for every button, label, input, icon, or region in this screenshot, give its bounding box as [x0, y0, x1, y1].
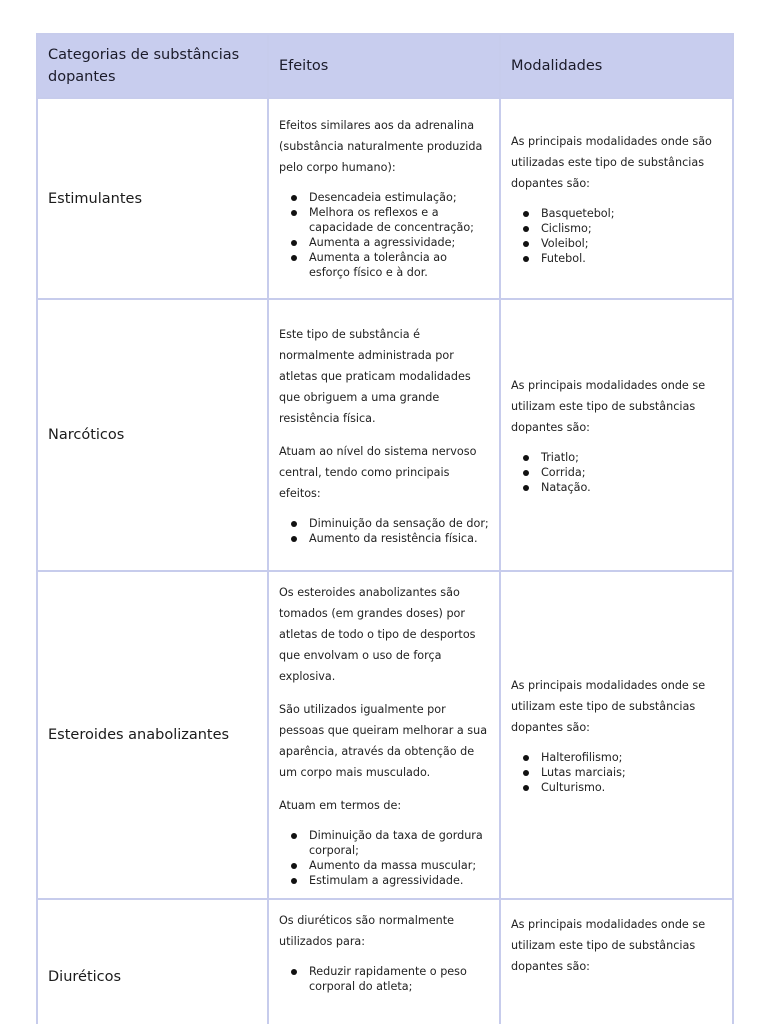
modalities-cell — [500, 299, 733, 571]
effects-list — [279, 516, 489, 546]
list-item-text: Triatlo; — [541, 451, 579, 464]
category-cell: Esteroides anabolizantes — [37, 571, 268, 899]
table-row — [37, 899, 733, 1024]
header-modalities: Modalidades — [500, 34, 733, 98]
bullet-icon — [523, 755, 529, 761]
list-item — [279, 964, 489, 994]
bullet-icon — [291, 536, 297, 542]
bullet-icon — [523, 455, 529, 461]
effects-cell — [268, 98, 500, 299]
list-item-text: Reduzir rapidamente o peso corporal do atleta; — [309, 965, 467, 993]
modalities-cell — [500, 571, 733, 899]
category-cell: Estimulantes — [37, 98, 268, 299]
bullet-icon — [523, 241, 529, 247]
table-header-row — [37, 34, 733, 98]
list-item — [511, 221, 722, 236]
list-item — [279, 516, 489, 531]
modalities-intro: As principais modalidades onde se utilizam este tipo de substâncias dopantes são: — [511, 379, 706, 434]
list-item-text: Culturismo. — [541, 781, 606, 794]
effects-cell — [268, 899, 500, 1024]
list-item-text: Diminuição da sensação de dor; — [309, 517, 489, 530]
effects-intro-3: Atuam em termos de: — [279, 799, 402, 812]
modalities-intro: As principais modalidades onde se utilizam este tipo de substâncias dopantes são: — [511, 918, 706, 973]
list-item-text: Estimulam a agressividade. — [309, 874, 464, 887]
list-item — [279, 828, 489, 858]
header-category: Categorias de substâncias dopantes — [37, 34, 268, 98]
modalities-list — [511, 450, 722, 495]
table-row — [37, 571, 733, 899]
modalities-cell — [500, 899, 733, 1024]
bullet-icon — [523, 211, 529, 217]
list-item — [511, 780, 722, 795]
list-item-text: Futebol. — [541, 252, 586, 265]
modalities-list — [511, 206, 722, 266]
list-item — [511, 236, 722, 251]
table-row — [37, 299, 733, 571]
bullet-icon — [523, 770, 529, 776]
list-item — [279, 190, 489, 205]
modalities-cell — [500, 98, 733, 299]
list-item — [511, 251, 722, 266]
header-effects: Efeitos — [268, 34, 500, 98]
table-row — [37, 98, 733, 299]
effects-intro: Este tipo de substância é normalmente administrada por atletas que praticam modalidades que obriguem a uma grande resistência física. — [279, 328, 471, 425]
effects-cell — [268, 299, 500, 571]
bullet-icon — [291, 969, 297, 975]
list-item — [279, 873, 489, 888]
list-item-text: Ciclismo; — [541, 222, 592, 235]
list-item-text: Voleibol; — [541, 237, 589, 250]
effects-list — [279, 190, 489, 280]
bullet-icon — [523, 226, 529, 232]
bullet-icon — [523, 485, 529, 491]
list-item-text: Basquetebol; — [541, 207, 615, 220]
effects-list — [279, 964, 489, 994]
category-cell: Narcóticos — [37, 299, 268, 571]
bullet-icon — [291, 255, 297, 261]
effects-intro-2: Atuam ao nível do sistema nervoso central, tendo como principais efeitos: — [279, 445, 477, 500]
bullet-icon — [291, 833, 297, 839]
list-item — [511, 450, 722, 465]
list-item-text: Aumento da massa muscular; — [309, 859, 477, 872]
bullet-icon — [291, 210, 297, 216]
list-item-text: Aumento da resistência física. — [309, 532, 478, 545]
bullet-icon — [291, 521, 297, 527]
list-item-text: Lutas marciais; — [541, 766, 626, 779]
list-item-text: Corrida; — [541, 466, 586, 479]
bullet-icon — [523, 470, 529, 476]
effects-intro-2: São utilizados igualmente por pessoas que queiram melhorar a sua aparência, através da obtenção de um corpo mais musculado. — [279, 703, 488, 779]
list-item-text: Natação. — [541, 481, 591, 494]
doping-substances-table — [36, 33, 734, 1024]
list-item-text: Melhora os reflexos e a capacidade de concentração; — [309, 206, 474, 234]
list-item-text: Desencadeia estimulação; — [309, 191, 457, 204]
list-item — [279, 205, 489, 235]
bullet-icon — [291, 878, 297, 884]
list-item — [279, 531, 489, 546]
bullet-icon — [291, 240, 297, 246]
effects-intro: Os diuréticos são normalmente utilizados para: — [279, 914, 455, 948]
list-item — [511, 480, 722, 495]
list-item — [511, 765, 722, 780]
list-item-text: Halterofilismo; — [541, 751, 623, 764]
list-item-text: Aumenta a tolerância ao esforço físico e à dor. — [309, 251, 447, 279]
list-item-text: Aumenta a agressividade; — [309, 236, 456, 249]
list-item — [511, 465, 722, 480]
modalities-intro: As principais modalidades onde se utilizam este tipo de substâncias dopantes são: — [511, 679, 706, 734]
bullet-icon — [523, 785, 529, 791]
bullet-icon — [291, 863, 297, 869]
modalities-intro: As principais modalidades onde são utilizadas este tipo de substâncias dopantes são: — [511, 135, 712, 190]
modalities-list — [511, 750, 722, 795]
effects-intro: Os esteroides anabolizantes são tomados (em grandes doses) por atletas de todo o tipo de desportos que envolvam o uso de força explosiva. — [279, 586, 476, 683]
list-item — [279, 250, 489, 280]
bullet-icon — [523, 256, 529, 262]
bullet-icon — [291, 195, 297, 201]
effects-list — [279, 828, 489, 888]
effects-cell — [268, 571, 500, 899]
list-item-text: Diminuição da taxa de gordura corporal; — [309, 829, 483, 857]
category-cell: Diuréticos — [37, 899, 268, 1024]
effects-intro: Efeitos similares aos da adrenalina (substância naturalmente produzida pelo corpo humano): — [279, 119, 483, 174]
list-item — [279, 235, 489, 250]
list-item — [511, 750, 722, 765]
list-item — [511, 206, 722, 221]
list-item — [279, 858, 489, 873]
